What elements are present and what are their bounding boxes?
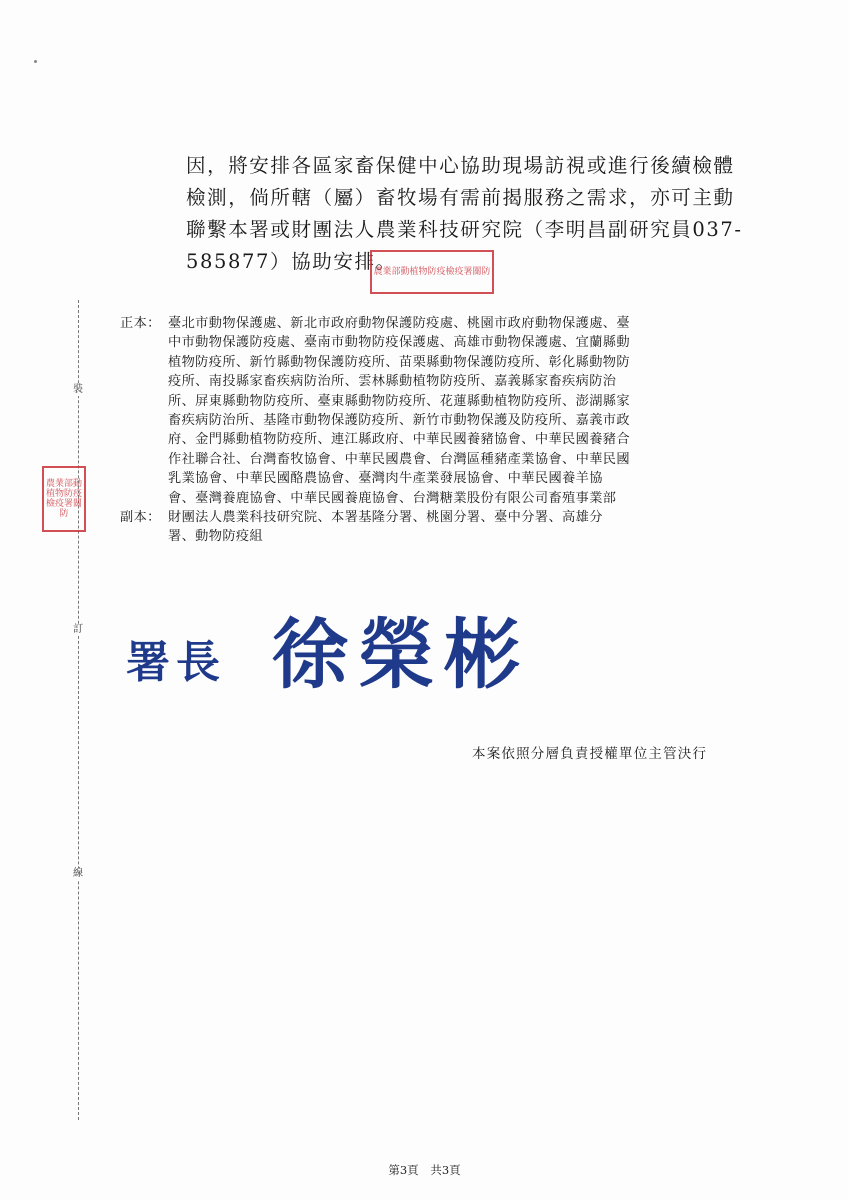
official-seal-top bbox=[370, 250, 494, 294]
main-recipients-label: 正本： bbox=[120, 316, 161, 331]
distribution-list bbox=[120, 314, 740, 547]
body-line: 檢測，倘所轄（屬）畜牧場有需前揭服務之需求，亦可主動 bbox=[186, 186, 735, 209]
binding-mark-ding: 訂 bbox=[73, 624, 83, 635]
scan-speck bbox=[34, 60, 37, 63]
seal-text: 農業部動植物防疫檢疫署關防 bbox=[373, 267, 491, 277]
main-recipients bbox=[120, 314, 740, 508]
recipient-line: 財團法人農業科技研究院、本署基隆分署、桃園分署、臺中分署、高雄分 bbox=[168, 510, 603, 526]
copy-recipients-label: 副本： bbox=[120, 510, 161, 526]
copy-recipients bbox=[120, 508, 740, 547]
body-line: 聯繫本署或財團法人農業科技研究院（李明昌副研究員037- bbox=[186, 218, 743, 241]
recipient-line: 所、屏東縣動物防疫所、臺東縣動物防疫所、花蓮縣動植物防疫所、澎湖縣家 bbox=[168, 393, 630, 409]
recipient-line: 署、動物防疫組 bbox=[168, 529, 264, 545]
binding-mark-zhuang: 裝 bbox=[73, 384, 83, 395]
official-seal-margin bbox=[42, 466, 86, 532]
page-number bbox=[0, 1162, 849, 1178]
recipient-line: 畜疾病防治所、基隆市動物保護防疫所、新竹市動物保護及防疫所、嘉義市政 bbox=[168, 413, 630, 429]
recipient-line: 會、臺灣養鹿協會、中華民國養鹿協會、台灣糖業股份有限公司畜殖事業部 bbox=[168, 490, 617, 506]
body-line: 因，將安排各區家畜保健中心協助現場訪視或進行後續檢體 bbox=[186, 154, 735, 177]
recipient-line: 作社聯合社、台灣畜牧協會、中華民國農會、台灣區種豬產業協會、中華民國 bbox=[168, 451, 630, 467]
recipient-line: 府、金門縣動植物防疫所、連江縣政府、中華民國養豬協會、中華民國養豬合 bbox=[168, 432, 630, 448]
binding-mark-xian: 線 bbox=[73, 868, 83, 879]
signatory-title: 署長 bbox=[126, 637, 226, 688]
binding-line bbox=[78, 300, 79, 1120]
recipient-line: 疫所、南投縣家畜疾病防治所、雲林縣動植物防疫所、嘉義縣家畜疾病防治 bbox=[168, 374, 617, 390]
page-total: 共3頁 bbox=[430, 1163, 461, 1177]
signatory-name: 徐榮彬 bbox=[272, 610, 530, 699]
body-line: 585877）協助安排。 bbox=[186, 250, 397, 273]
recipient-line: 臺北市動物保護處、新北市政府動物保護防疫處、桃園市政府動物保護處、臺 bbox=[168, 316, 630, 331]
delegation-note: 本案依照分層負責授權單位主管決行 bbox=[472, 746, 708, 762]
seal-text: 農業部動植物防疫檢疫署關防 bbox=[45, 479, 82, 519]
page-current: 第3頁 bbox=[388, 1163, 419, 1177]
recipient-line: 植物防疫所、新竹縣動物保護防疫所、苗栗縣動物保護防疫所、彰化縣動物防 bbox=[168, 354, 630, 370]
recipient-line: 乳業協會、中華民國酪農協會、臺灣肉牛產業發展協會、中華民國養羊協 bbox=[168, 471, 603, 487]
recipient-line: 中市動物保護防疫處、臺南市動物防疫保護處、高雄市動物保護處、宜蘭縣動 bbox=[168, 335, 630, 351]
